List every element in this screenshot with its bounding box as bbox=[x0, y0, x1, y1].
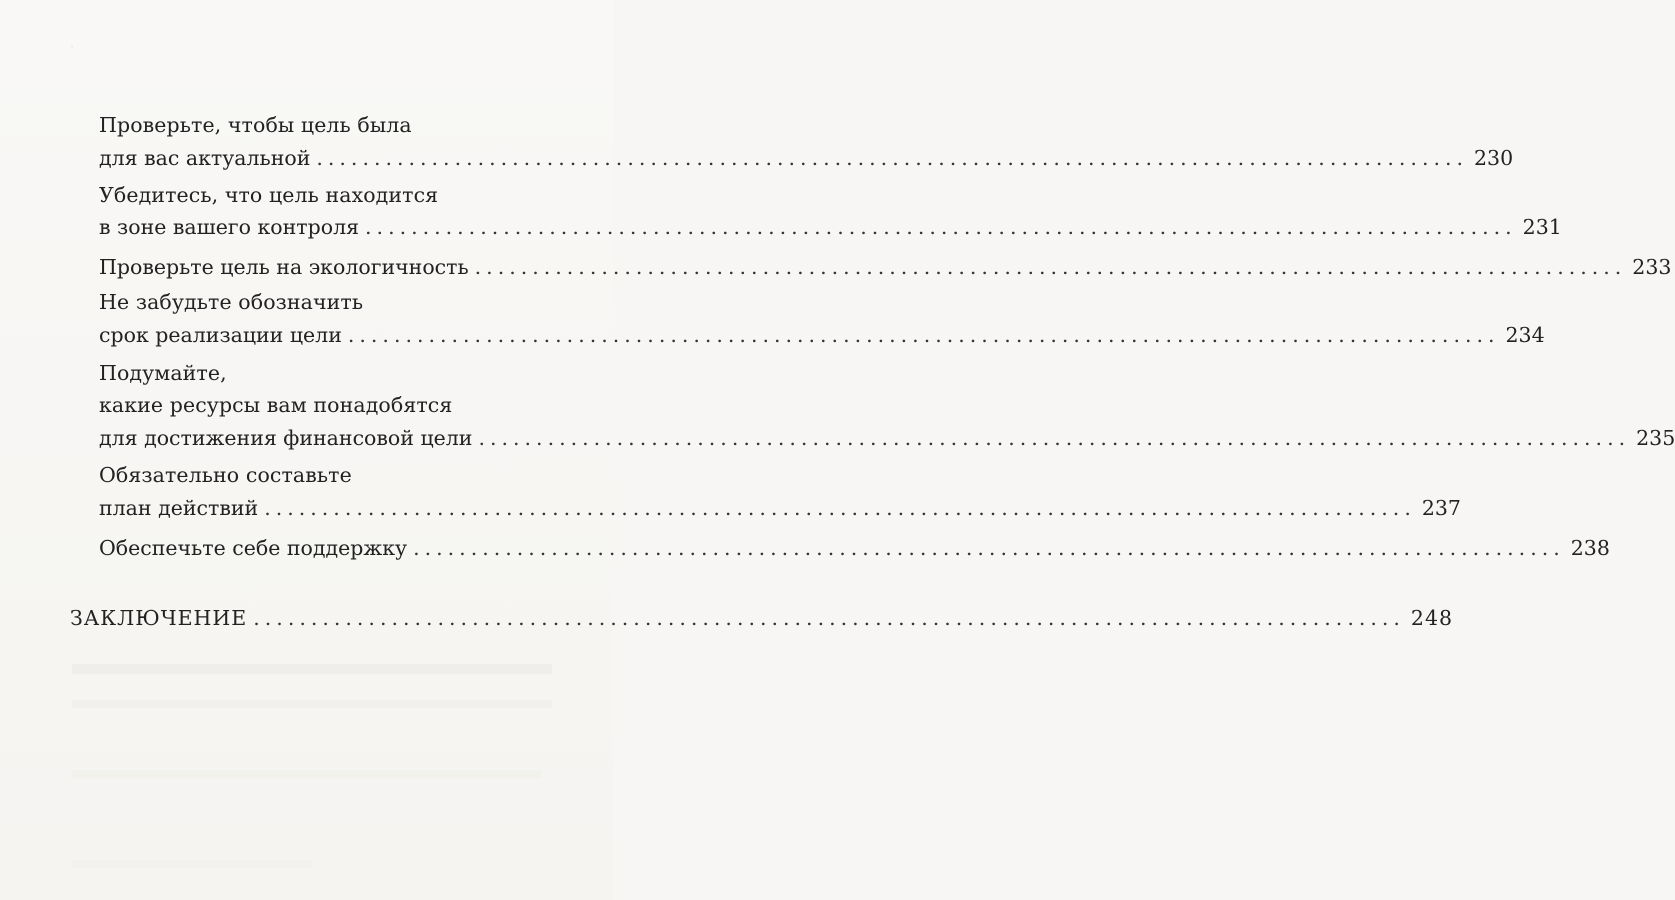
toc-entry-title: план действий bbox=[99, 496, 259, 520]
toc-entry[interactable] bbox=[99, 536, 1610, 560]
toc-page-number: 237 bbox=[1421, 496, 1461, 520]
toc-page-number: 231 bbox=[1522, 215, 1562, 239]
toc-entry-title: Обеспечьте себе поддержку bbox=[99, 536, 408, 560]
toc-page-number: 235 bbox=[1636, 426, 1675, 450]
toc-page-number: 233 bbox=[1632, 255, 1672, 279]
toc-entry[interactable] bbox=[99, 496, 1461, 520]
toc-entry[interactable] bbox=[99, 146, 1514, 170]
toc-entry-title: для достижения финансовой цели bbox=[99, 426, 473, 450]
toc-entry-title: Проверьте цель на экологичность bbox=[99, 255, 469, 279]
toc-entry[interactable] bbox=[99, 215, 1562, 239]
toc-page-number: 230 bbox=[1474, 146, 1514, 170]
toc-chapter-title: ЗАКЛЮЧЕНИЕ bbox=[70, 606, 248, 630]
toc-entry[interactable] bbox=[99, 255, 1672, 279]
toc-entry-title: срок реализации цели bbox=[99, 323, 342, 347]
toc-entry-line: Подумайте, bbox=[99, 361, 227, 385]
dot-leader: .................................................................................................... bbox=[474, 255, 1627, 279]
dot-leader: .................................................................................................... bbox=[413, 536, 1565, 560]
toc-entry[interactable] bbox=[99, 426, 1675, 450]
toc-entry-line: Проверьте, чтобы цель была bbox=[99, 113, 412, 137]
toc-entry-line: Убедитесь, что цель находится bbox=[99, 183, 439, 207]
dot-leader: .................................................................................................... bbox=[316, 146, 1469, 170]
toc-entry-line: Не забудьте обозначить bbox=[99, 290, 364, 314]
toc-chapter-entry[interactable] bbox=[70, 606, 1454, 630]
toc-entry-line: какие ресурсы вам понадобятся bbox=[99, 393, 453, 417]
dot-leader: .................................................................................................... bbox=[478, 426, 1631, 450]
show-through-artifact: · bbox=[70, 40, 75, 55]
toc-page-number: 234 bbox=[1505, 323, 1545, 347]
dot-leader: .................................................................................................... bbox=[264, 496, 1416, 520]
toc-entry-title: в зоне вашего контроля bbox=[99, 215, 360, 239]
dot-leader: .................................................................................................... bbox=[347, 323, 1500, 347]
toc-entry[interactable] bbox=[99, 323, 1545, 347]
toc-page-number: 248 bbox=[1410, 606, 1454, 630]
dot-leader: .................................................................................................... bbox=[253, 606, 1405, 630]
toc-entry-line: Обязательно составьте bbox=[99, 463, 352, 487]
dot-leader: .................................................................................................... bbox=[365, 215, 1517, 239]
toc-entry-title: для вас актуальной bbox=[99, 146, 311, 170]
toc-page-number: 238 bbox=[1570, 536, 1610, 560]
